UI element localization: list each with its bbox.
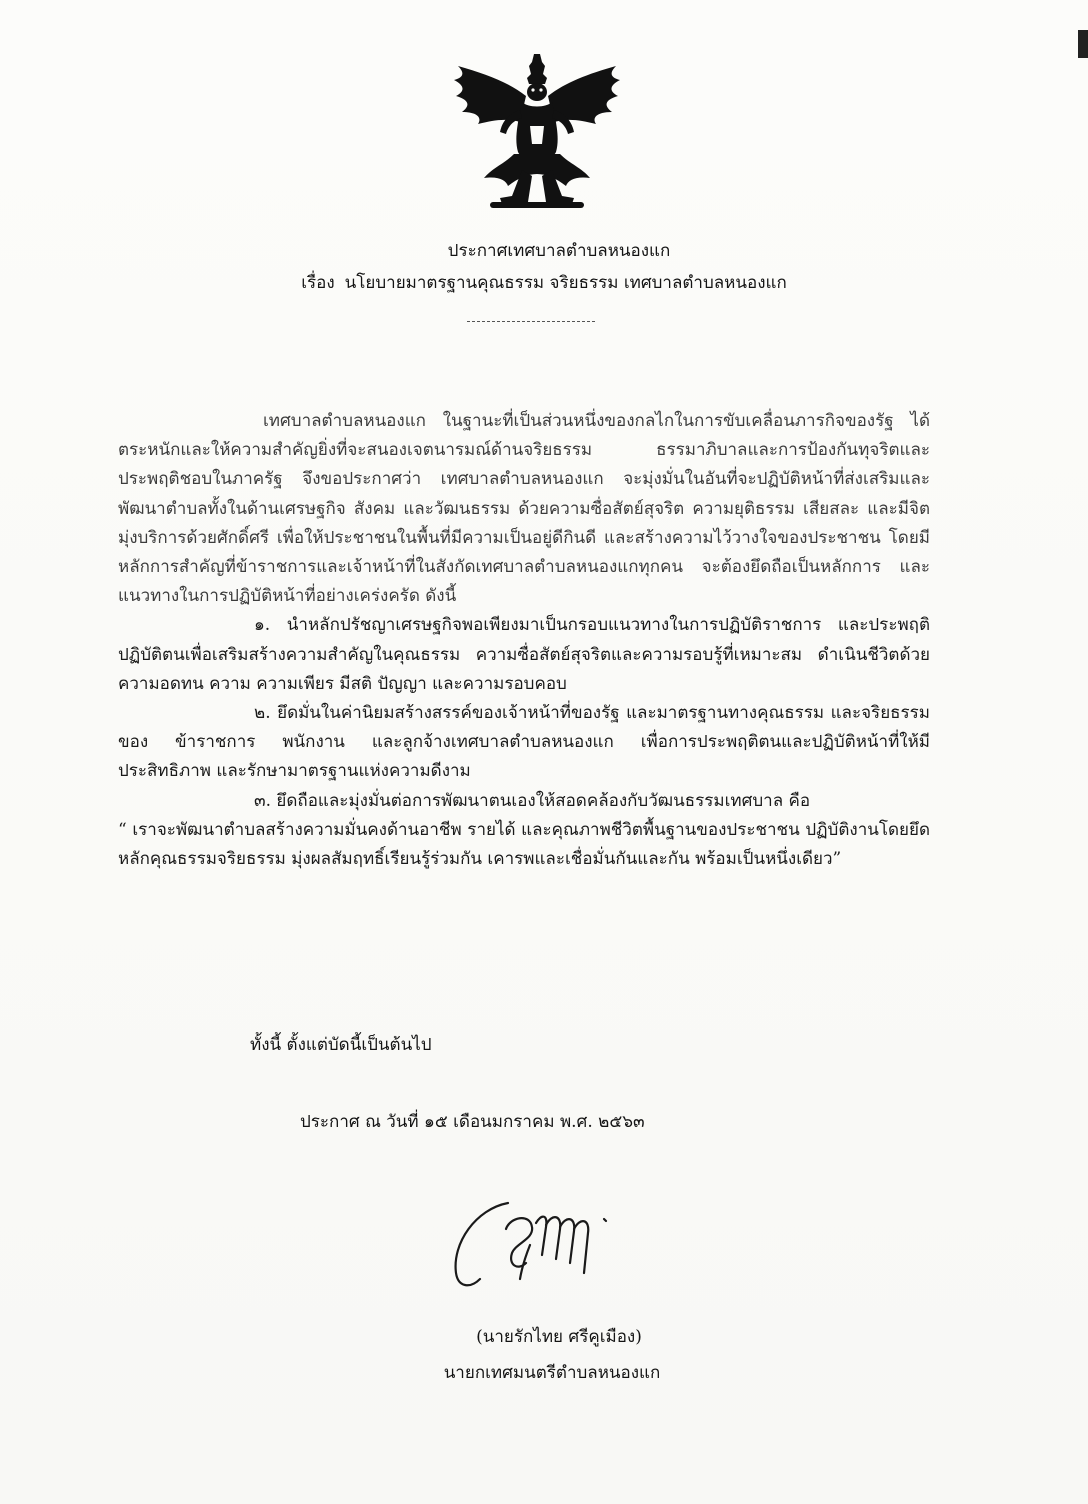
signer-position: นายกเทศมนตรีตำบลหนองแก	[443, 1363, 661, 1383]
announcement-date: ประกาศ ณ วันที่ ๑๕ เดือนมกราคม พ.ศ. ๒๕๖๓	[300, 1112, 645, 1132]
subject-label: เรื่อง	[301, 273, 335, 293]
announcement-body	[118, 407, 930, 874]
policy-item-1: ๑. นำหลักปรัชญาเศรษฐกิจพอเพียงมาเป็นกรอบแนวทางในการปฏิบัติราชการ และประพฤติปฏิบัติตนเพื่อเสริมสร้างความสำคัญในคุณธรรม ความซื่อสัตย์สุจริตและความรอบรู้ที่เหมาะสม ดำเนินชีวิตด้วยความอดทน ความ ความเพียร มีสติ ปัญญา และความรอบคอบ	[118, 615, 930, 694]
subject-text: นโยบายมาตรฐานคุณธรรม จริยธรรม เทศบาลตำบลหนองแก	[344, 273, 787, 293]
announcement-title: ประกาศเทศบาลตำบลหนองแก	[447, 241, 671, 261]
intro-paragraph: เทศบาลตำบลหนองแก ในฐานะที่เป็นส่วนหนึ่งของกลไกในการขับเคลื่อนภารกิจของรัฐ ได้ตระหนักและให้ความสำคัญยิ่งที่จะสนองเจตนารมณ์ด้านจริยธรรม ธรรมาภิบาลและการป้องกันทุจริตและประพฤติชอบในภาครัฐ จึงขอประกาศว่า เทศบาลตำบลหนองแก จะมุ่งมั่นในอันที่จะปฏิบัติหน้าที่ส่งเสริมและพัฒนาตำบลทั้งในด้านเศรษฐกิจ สังคม และวัฒนธรรม ด้วยความซื่อสัตย์สุจริต ความยุติธรรม เสียสละ และมีจิตมุ่งบริการด้วยศักดิ์ศรี เพื่อให้ประชาชนในพื้นที่มีความเป็นอยู่ดีกินดี และสร้างความไว้วางใจของประชาชน โดยมีหลักการสำคัญที่ข้าราชการและเจ้าหน้าที่ในสังกัดเทศบาลตำบลหนองแกทุกคน จะต้องยึดถือเป็นหลักการ และแนวทางในการปฏิบัติหน้าที่อย่างเคร่งครัด ดังนี้	[118, 411, 930, 607]
handwritten-signature	[446, 1183, 636, 1303]
signer-name: (นายรักไทย ศรีคูเมือง)	[476, 1327, 642, 1347]
scan-edge-mark	[1078, 30, 1088, 58]
effective-statement: ทั้งนี้ ตั้งแต่บัดนี้เป็นต้นไป	[250, 1035, 432, 1055]
policy-item-2: ๒. ยึดมั่นในค่านิยมสร้างสรรค์ของเจ้าหน้าที่ของรัฐ และมาตรฐานทางคุณธรรม และจริยธรรมของ ข้าราชการ พนักงาน และลูกจ้างเทศบาลตำบลหนองแก เพื่อการประพฤติตนและปฏิบัติหน้าที่ให้มีประสิทธิภาพ และรักษามาตรฐานแห่งความดีงาม	[118, 703, 930, 782]
announcement-subject-line	[0, 272, 1088, 294]
garuda-emblem-icon	[448, 52, 626, 212]
motto-paragraph: “ เราจะพัฒนาตำบลสร้างความมั่นคงด้านอาชีพ รายได้ และคุณภาพชีวิตพื้นฐานของประชาชน ปฏิบัติงานโดยยึดหลักคุณธรรมจริยธรรม มุ่งผลสัมฤทธิ์เรียนรู้ร่วมกัน เคารพและเชื่อมั่นกันและกัน พร้อมเป็นหนึ่งเดียว”	[118, 819, 930, 870]
policy-item-3: ๓. ยึดถือและมุ่งมั่นต่อการพัฒนาตนเองให้สอดคล้องกับวัฒนธรรมเทศบาล คือ	[254, 790, 811, 811]
title-divider	[467, 321, 595, 322]
